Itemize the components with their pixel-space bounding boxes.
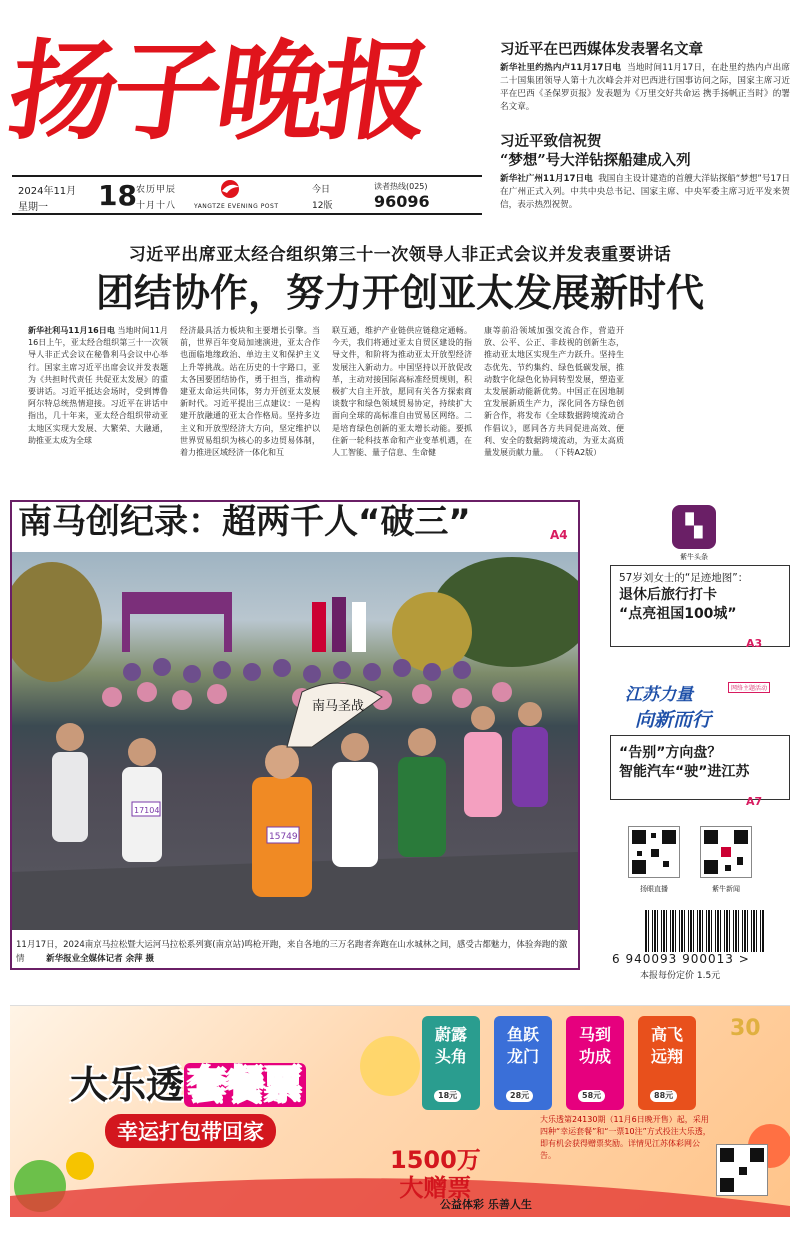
- hotline-number: 96096: [374, 192, 430, 211]
- ad-subtitle: 幸运打包带回家: [105, 1114, 276, 1148]
- photo-credit: 新华报业全媒体记者 余萍 摄: [46, 954, 155, 964]
- lunar-year: 农历甲辰: [136, 185, 177, 195]
- feature-headline[interactable]: 南马创纪录：超两千人“破三”: [18, 502, 471, 542]
- price-label: 本报每份定价 1.5元: [640, 971, 721, 981]
- continued-note[interactable]: （下转A2版）: [550, 448, 602, 458]
- brief-title: 习近平致信祝贺 “梦想”号大洋钻探船建成入列: [500, 133, 691, 169]
- ticket-package-card[interactable]: 高飞 远翔 88元: [638, 1016, 696, 1110]
- lead-article-body: [28, 325, 778, 485]
- page-count: 12版: [312, 201, 333, 211]
- barcode: [645, 910, 765, 952]
- qr-code-icon[interactable]: [628, 826, 680, 878]
- qr-label: 紫牛新闻: [712, 885, 740, 893]
- bird-logo-icon: [217, 179, 243, 199]
- barcode-number: 6 940093 900013 >: [612, 952, 750, 966]
- ad-slogan: 公益体彩 乐善人生: [440, 1198, 532, 1211]
- english-name: YANGTZE EVENING POST: [194, 203, 279, 210]
- qr-code-icon[interactable]: [716, 1144, 768, 1196]
- lunar-date: 十月十八: [136, 201, 177, 211]
- bib-number: 17104: [134, 806, 160, 815]
- hotline-label: 读者热线(025): [374, 182, 428, 191]
- qr-code-icon[interactable]: [700, 826, 752, 878]
- date-year-month: 2024年11月: [18, 186, 77, 197]
- dateline-bar: [12, 175, 482, 215]
- masthead: [1, 20, 480, 170]
- lead-column-2: 经济最具活力板块和主要增长引擎。当前，世界百年变局加速演进，亚太合作也面临地缘政治、单边主义和保护主义上升等挑战。站在历史的十字路口，亚太各国要团结协作，勇于担当，推动构建亚太命运共同体，努力开创亚太发展新时代。习近平提出三点建议：一是构建开放融通的亚太合作格局。坚持多边主义和开放型经济大方向，坚定维护以世界贸易组织为核心的多边贸易体制，着力推进区域经济一体化和互: [180, 326, 320, 458]
- feature-page-ref[interactable]: A4: [550, 528, 568, 542]
- lead-column-3: 联互通，维护产业链供应链稳定通畅。今天，我们将通过亚太自贸区建设的指导文件，和阶将为推动亚太开放型经济发展注入新动力。中国坚持以开放促改革，主动对接国际高标准经贸规则，积极扩大自主开放，愿同有关各方探索商谈数字和绿色领域贸易协定，持续扩大面向全球的高标准自由贸易区网络。二是培育绿色创新的亚太增长动能。要抓住新一轮科技革命和产业变革机遇，在人工智能、量子信息、生命健: [332, 326, 472, 458]
- lead-kicker: 习近平出席亚太经合组织第三十一次领导人非正式会议并发表重要讲话: [128, 245, 672, 265]
- bib-number: 15749: [269, 832, 298, 842]
- sidebar-story-smart-car[interactable]: [610, 735, 790, 800]
- sidebar-story-travel[interactable]: [610, 565, 790, 647]
- marathon-scene-illustration: [12, 552, 578, 930]
- story-kicker: 57岁刘女士的“足迹地图”：: [619, 572, 749, 584]
- story-headline-line: “点亮祖国100城”: [619, 606, 737, 622]
- story-page-ref[interactable]: A7: [746, 795, 763, 808]
- newspaper-logo: 扬子晚报: [1, 29, 435, 155]
- today-label: 今日: [312, 185, 331, 195]
- brief-body: 新华社里约热内卢11月17日电 当地时间11月17日，在赴里约热内卢出席二十国集团领导人第十九次峰会并对巴西进行国事访问之际，国家主席习近平在巴西《圣保罗页报》发表题为《万里交好共命运 携手扬帆正当时》的署名文章。: [500, 63, 791, 112]
- date-weekday: 星期一: [18, 202, 48, 213]
- marathon-photo: [12, 552, 578, 930]
- ad-title: 大乐透 套餐票: [70, 1054, 306, 1109]
- ticket-package-card[interactable]: 蔚露 头角 18元: [422, 1016, 480, 1110]
- brief-body: 新华社广州11月17日电 我国自主设计建造的首艘大洋钻探船“梦想”号17日在广州正式入列。中共中央总书记、国家主席、中央军委主席习近平发来贺信，表示热烈祝贺。: [500, 174, 791, 210]
- section-label: 紫牛头条: [680, 553, 708, 561]
- ad-info-text: 大乐透第24130期（11月6日晚开售）起，采用四种“幸运套餐”和“一票10注”方式投注大乐透，即有机会获得赠票奖励。详情见江苏体彩网公告。: [540, 1115, 711, 1160]
- purple-cow-icon: ▚: [672, 505, 716, 549]
- brief-brazil-article[interactable]: [500, 40, 790, 114]
- story-page-ref[interactable]: A3: [746, 637, 763, 650]
- date-day: 18: [98, 179, 137, 212]
- brief-title: 习近平在巴西媒体发表署名文章: [500, 41, 703, 58]
- story-headline-line: 智能汽车“驶”进江苏: [619, 764, 750, 780]
- ticket-package-card[interactable]: 鱼跃 龙门 28元: [494, 1016, 552, 1110]
- anniversary-badge: 30: [730, 1016, 761, 1041]
- ad-prize: 1500万 大赠票: [390, 1146, 481, 1202]
- photo-caption: 11月17日，2024南京马拉松暨大运河马拉松系列赛(南京站)鸣枪开跑，来自各地的三万名跑者奔跑在山水城林之间，感受古都魅力，体验奔跑的激情 新华报业全媒体记者 余萍 摄: [16, 940, 568, 964]
- lottery-ad-banner[interactable]: [10, 1005, 790, 1217]
- qr-label: 扬眼直播: [640, 885, 668, 893]
- brief-drilling-ship[interactable]: [500, 132, 790, 212]
- story-headline-line: “告别”方向盘？: [619, 745, 722, 761]
- jiangsu-campaign-logo: 江苏力量 向新而行: [625, 685, 712, 731]
- lead-column-1: 新华社利马11月16日电 当地时间11月16日上午，亚太经合组织第三十一次领导人非正式会议在秘鲁利马会议中心举行。国家主席习近平出席会议并发表题为《共担时代责任 共促亚太发展》的重要讲话。习近平抵达会场时，受到博鲁阿尔特总统热情迎接。习近平在讲话中指出，几十年来，亚太经合组织带动亚太地区实现大发展、大繁荣、大融通，助推亚太成为全球: [28, 326, 168, 445]
- ticket-package-card[interactable]: 马到 功成 58元: [566, 1016, 624, 1110]
- lead-column-4: 康等前沿领域加强交流合作，营造开放、公平、公正、非歧视的创新生态，推动亚太地区实现生产力跃升。坚持生态优先、节约集约、绿色低碳发展，推动数字化绿色化协同转型发展，塑造亚太发展新动能新优势。中国正在因地制宜发展新质生产力，深化同各方绿色创新合作，将发布《全球数据跨境流动合作倡议》，愿同各方共同促进高效、便利、安全的数据跨境流动，为亚太高质量发展贡献力量。 （下转A2版）: [484, 326, 624, 458]
- fan-text: 南马圣战: [312, 699, 365, 714]
- campaign-tag: 网络主题活动: [728, 682, 770, 693]
- story-headline-line: 退休后旅行打卡: [619, 587, 717, 603]
- lead-headline[interactable]: 团结协作，努力开创亚太发展新时代: [95, 271, 704, 315]
